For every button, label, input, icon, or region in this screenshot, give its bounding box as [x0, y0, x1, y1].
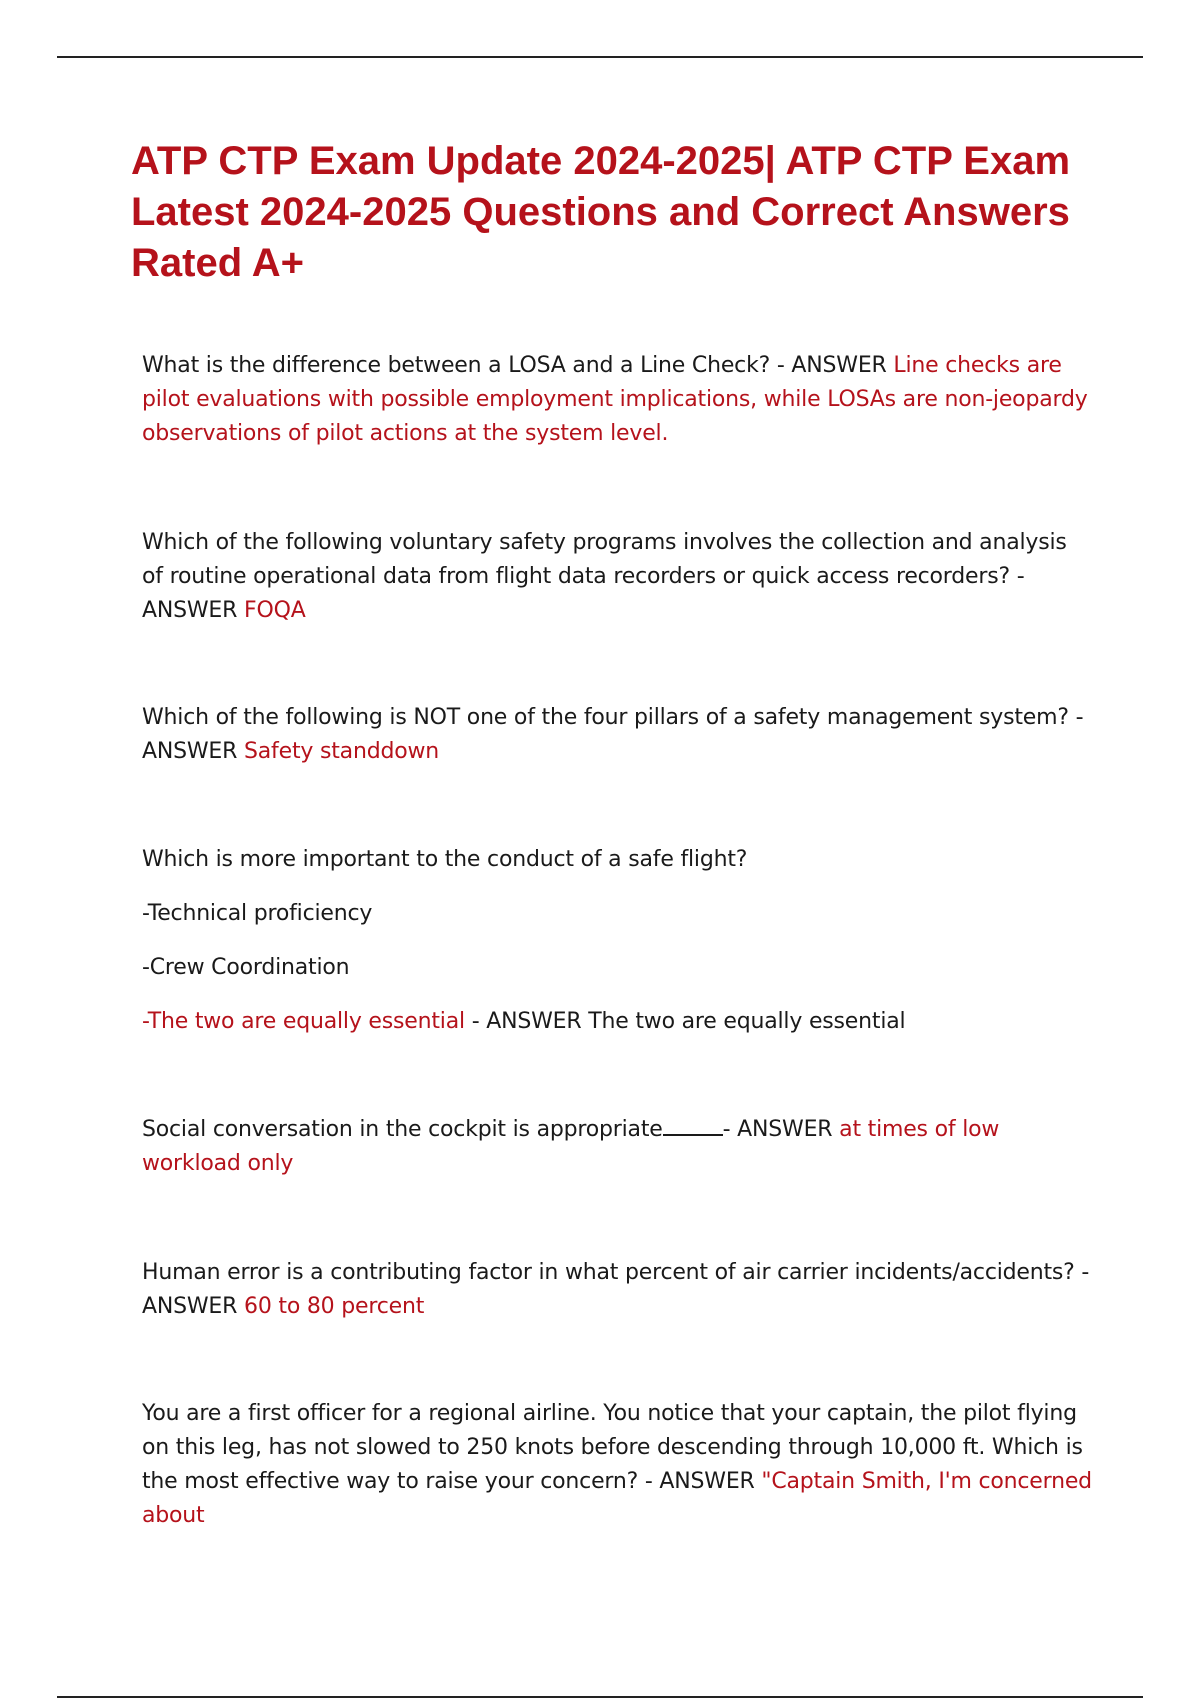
option-text: -Technical proficiency	[142, 901, 373, 926]
qa-item-7	[142, 1397, 1092, 1533]
qa-item-4	[142, 843, 1092, 1039]
qa-item-1	[142, 349, 1092, 451]
qa-item-2	[142, 526, 1092, 628]
answer-label: - ANSWER	[722, 1117, 840, 1142]
answer-text: Safety standdown	[244, 739, 440, 764]
answer-text: 60 to 80 percent	[244, 1294, 425, 1319]
option-text: -Crew Coordination	[142, 955, 350, 980]
question-text: Human error is a contributing factor in what percent of air carrier incidents/accidents? -ANSWER	[142, 1260, 1090, 1319]
qa-item-6	[142, 1256, 1092, 1324]
question-text: Which of the following is NOT one of the four pillars of a safety management system? -ANSWER	[142, 705, 1084, 764]
qa-text	[142, 1397, 1092, 1533]
answer-text: Line checks are pilot evaluations with possible employment implications, while LOSAs are non-jeopardy observations of pilot actions at the system level.	[142, 353, 1088, 446]
qa-text	[142, 349, 1092, 451]
question-text: You are a first officer for a regional airline. You notice that your captain, the pilot flying on this leg, has not slowed to 250 knots before descending through 10,000 ft. Which is the most effective way to raise your concern? - ANSWER	[142, 1401, 1083, 1494]
qa-text	[142, 701, 1092, 769]
question-text: Social conversation in the cockpit is appropriate	[142, 1117, 663, 1142]
option-text: -The two are equally essential	[142, 1009, 465, 1034]
answer-text: "Captain Smith, I'm concerned about	[142, 1469, 1092, 1528]
option-answer-line	[142, 1005, 1092, 1039]
top-rule	[57, 56, 1143, 58]
answer-text: FOQA	[244, 598, 306, 623]
qa-item-3	[142, 701, 1092, 769]
qa-text	[142, 526, 1092, 628]
document-title: ATP CTP Exam Update 2024-2025| ATP CTP Exam Latest 2024-2025 Questions and Correct Answers Rated A+	[131, 139, 1071, 285]
question-text: Which is more important to the conduct of a safe flight?	[142, 847, 748, 872]
question-text: Which of the following voluntary safety programs involves the collection and analysis of routine operational data from flight data recorders or quick access recorders? - ANSWER	[142, 530, 1067, 623]
answer-text: - ANSWER The two are equally essential	[464, 1009, 906, 1034]
qa-item-5	[142, 1113, 1092, 1181]
qa-text	[142, 1256, 1092, 1324]
answer-text: at times of low workload only	[142, 1117, 1000, 1176]
question-text: What is the difference between a LOSA and a Line Check? - ANSWER	[142, 353, 894, 378]
fill-in-blank	[663, 1114, 723, 1136]
bottom-rule	[57, 1696, 1143, 1698]
qa-text	[142, 1113, 1092, 1181]
